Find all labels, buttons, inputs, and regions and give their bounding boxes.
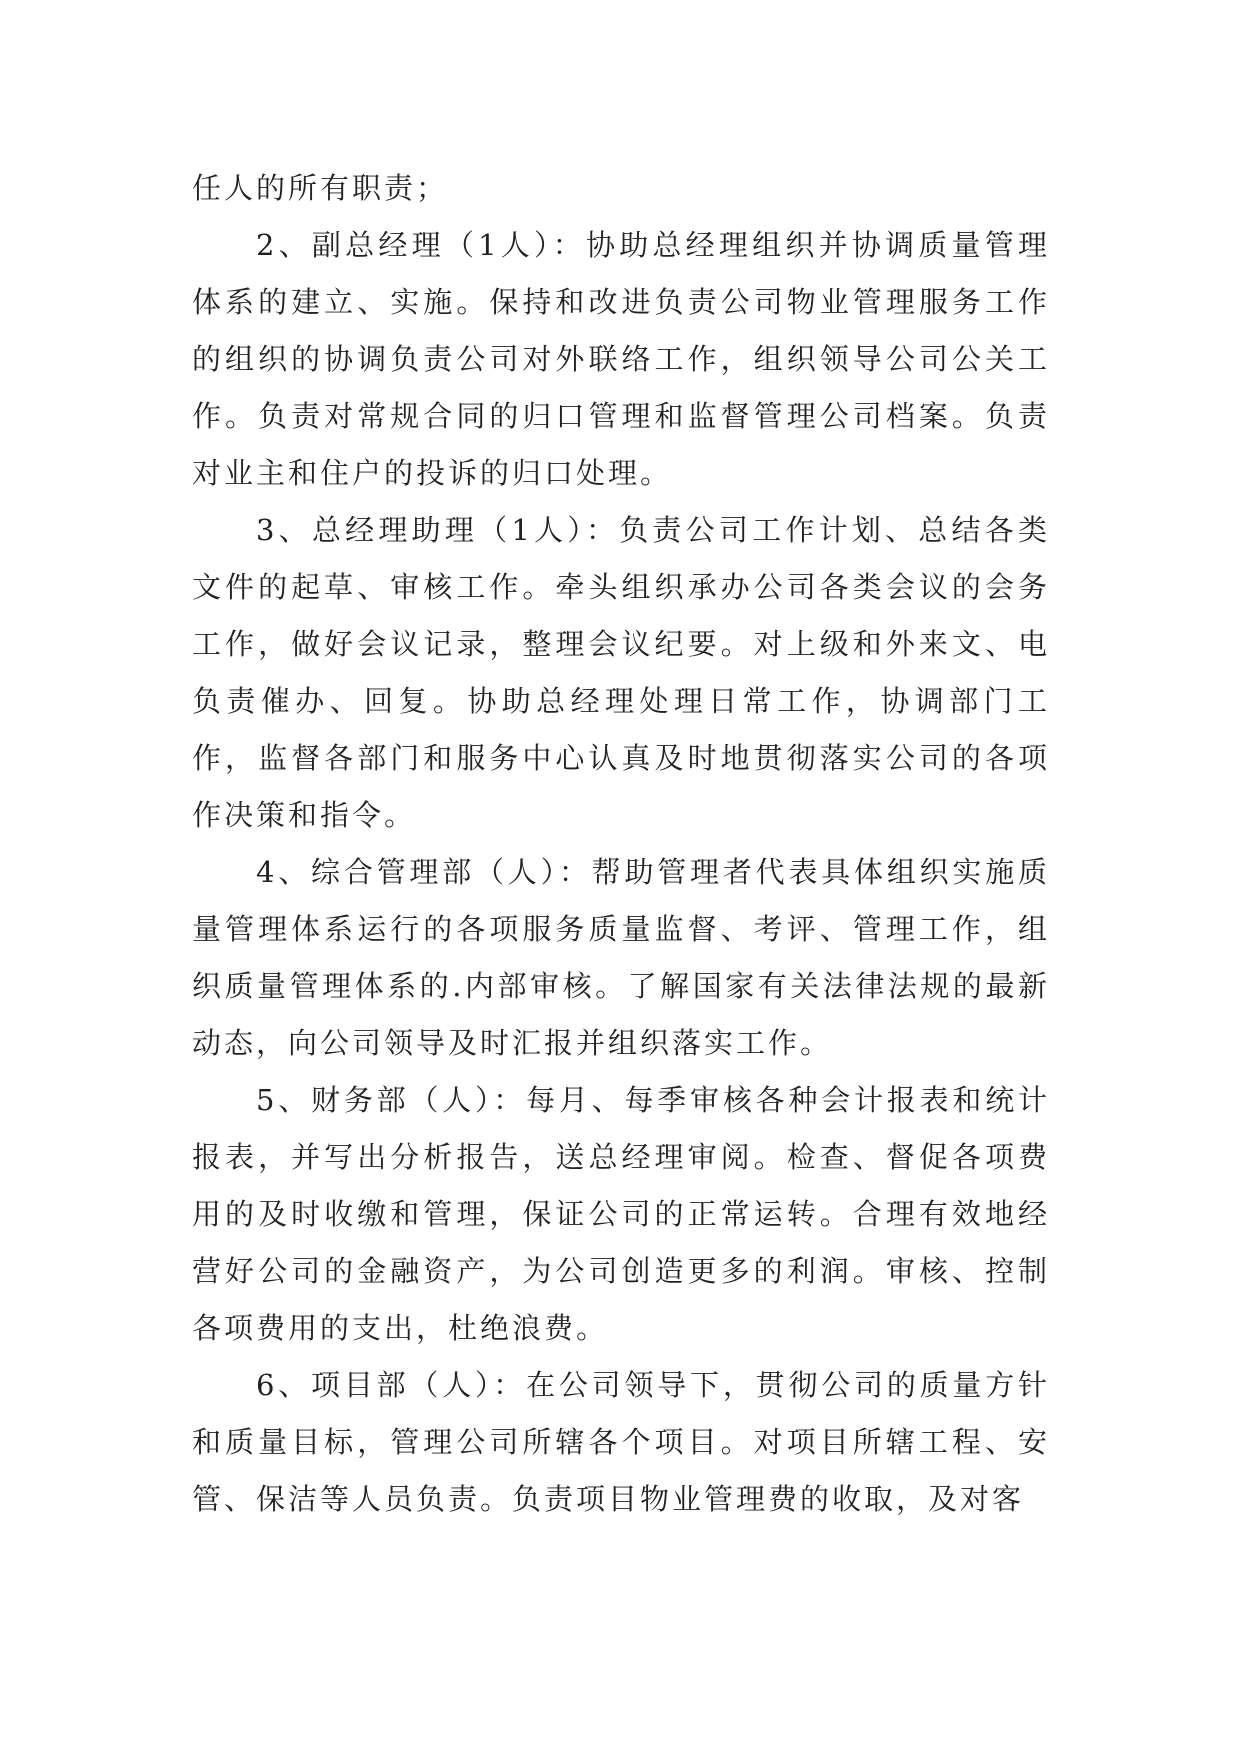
paragraph-general-manager-assistant: 3、总经理助理（1人）：负责公司工作计划、总结各类文件的起草、审核工作。牵头组织承办公司各类会议的会务工作，做好会议记录，整理会议纪要。对上级和外来文、电负责催办、回复。协助总经理处理日常工作，协调部门工作，监督各部门和服务中心认真及时地贯彻落实公司的各项作决策和指令。	[192, 513, 1050, 832]
paragraph-finance-department: 5、财务部（人）：每月、每季审核各种会计报表和统计报表，并写出分析报告，送总经理审阅。检查、督促各项费用的及时收缴和管理，保证公司的正常运转。合理有效地经营好公司的金融资产，为公司创造更多的利润。审核、控制各项费用的支出，杜绝浪费。	[192, 1083, 1050, 1345]
paragraph-project-department: 6、项目部（人）：在公司领导下，贯彻公司的质量方针和质量目标，管理公司所辖各个项目。对项目所辖工程、安管、保洁等人员负责。负责项目物业管理费的收取，及对客	[192, 1368, 1050, 1516]
paragraph-continuation: 任人的所有职责；	[192, 171, 449, 205]
document-body	[192, 160, 1050, 1528]
paragraph-deputy-general-manager: 2、副总经理（1人）：协助总经理组织并协调质量管理体系的建立、实施。保持和改进负责公司物业管理服务工作的组织的协调负责公司对外联络工作，组织领导公司公关工作。负责对常规合同的归口管理和监督管理公司档案。负责对业主和住户的投诉的归口处理。	[192, 228, 1050, 490]
paragraph-general-management-department: 4、综合管理部（人）：帮助管理者代表具体组织实施质量管理体系运行的各项服务质量监督、考评、管理工作，组织质量管理体系的.内部审核。了解国家有关法律法规的最新动态，向公司领导及时汇报并组织落实工作。	[192, 855, 1050, 1060]
